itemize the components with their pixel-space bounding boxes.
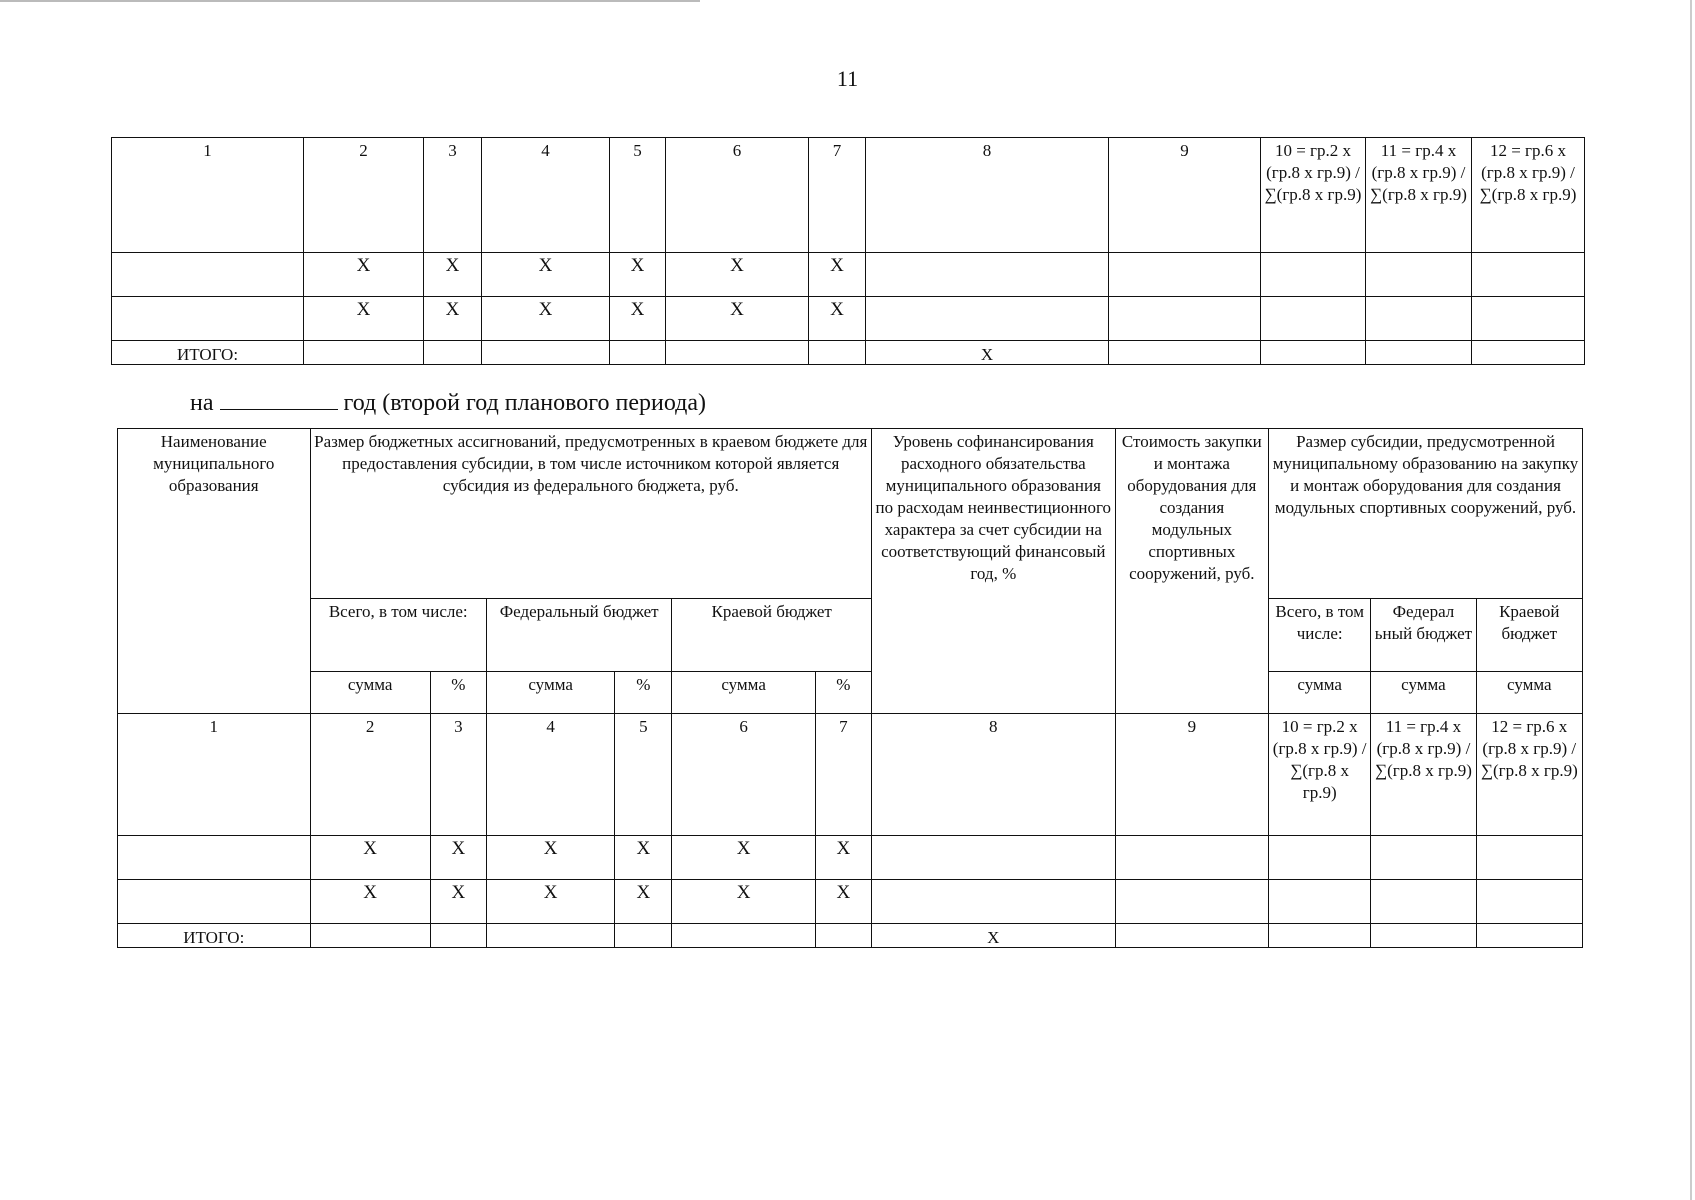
- empty-cell: [1115, 924, 1268, 948]
- empty-cell: [1261, 341, 1366, 365]
- header-percent: %: [615, 672, 672, 714]
- header-percent: %: [815, 672, 871, 714]
- municipality-cell: [112, 253, 304, 297]
- empty-cell: [809, 341, 866, 365]
- empty-cell: [1269, 924, 1371, 948]
- x-mark: Х: [615, 836, 672, 880]
- header-percent: %: [430, 672, 486, 714]
- header-sub-regional: Краевой бюджет: [1476, 599, 1582, 672]
- scan-edge-top: [0, 0, 700, 2]
- empty-cell: [666, 341, 809, 365]
- table-row: [112, 297, 1585, 341]
- header-budget-allocations: Размер бюджетных ассигнований, предусмотренных в краевом бюджете для предоставления субсидии, в том числе источником которой является субсидия из федерального бюджета, руб.: [310, 429, 871, 599]
- column-number: 7: [815, 714, 871, 836]
- empty-cell: [1109, 297, 1261, 341]
- formula-cell: 12 = гр.6 х (гр.8 х гр.9) / ∑(гр.8 х гр.9): [1472, 138, 1585, 253]
- header-row-2: [118, 599, 1583, 672]
- empty-cell: [615, 924, 672, 948]
- x-mark: Х: [871, 924, 1115, 948]
- empty-cell: [424, 341, 482, 365]
- column-number: 6: [672, 714, 815, 836]
- table-row: [112, 253, 1585, 297]
- period-caption: [190, 390, 706, 417]
- x-mark: Х: [809, 253, 866, 297]
- header-sum: сумма: [672, 672, 815, 714]
- column-number: 4: [486, 714, 614, 836]
- x-mark: Х: [615, 880, 672, 924]
- x-mark: Х: [610, 297, 666, 341]
- empty-cell: [304, 341, 424, 365]
- empty-cell: [1115, 836, 1268, 880]
- column-number: 1: [112, 138, 304, 253]
- empty-cell: [1371, 836, 1476, 880]
- empty-cell: [871, 836, 1115, 880]
- header-municipality: Наименование муниципального образования: [118, 429, 311, 714]
- x-mark: Х: [304, 253, 424, 297]
- header-row-3: [118, 672, 1583, 714]
- upper-table: [111, 137, 1585, 365]
- column-number: 3: [430, 714, 486, 836]
- x-mark: Х: [610, 253, 666, 297]
- header-sum: сумма: [310, 672, 430, 714]
- x-mark: Х: [666, 253, 809, 297]
- empty-cell: [871, 880, 1115, 924]
- column-number: 2: [304, 138, 424, 253]
- empty-cell: [1366, 253, 1472, 297]
- x-mark: Х: [486, 880, 614, 924]
- empty-cell: [1472, 341, 1585, 365]
- column-number: 3: [424, 138, 482, 253]
- x-mark: Х: [815, 836, 871, 880]
- empty-cell: [1476, 924, 1582, 948]
- header-sub-sum: сумма: [1371, 672, 1476, 714]
- column-number: 1: [118, 714, 311, 836]
- empty-cell: [1269, 880, 1371, 924]
- empty-cell: [1261, 297, 1366, 341]
- header-sum: сумма: [486, 672, 614, 714]
- empty-cell: [1269, 836, 1371, 880]
- formula-cell: 11 = гр.4 х (гр.8 х гр.9) / ∑(гр.8 х гр.9): [1366, 138, 1472, 253]
- x-mark: Х: [430, 836, 486, 880]
- column-number: 2: [310, 714, 430, 836]
- municipality-cell: [118, 880, 311, 924]
- x-mark: Х: [310, 836, 430, 880]
- empty-cell: [430, 924, 486, 948]
- empty-cell: [1472, 297, 1585, 341]
- total-label: ИТОГО:: [118, 924, 311, 948]
- municipality-cell: [118, 836, 311, 880]
- column-number: 5: [610, 138, 666, 253]
- empty-cell: [482, 341, 610, 365]
- x-mark: Х: [815, 880, 871, 924]
- empty-cell: [1115, 880, 1268, 924]
- empty-cell: [1261, 253, 1366, 297]
- x-mark: Х: [482, 253, 610, 297]
- table-row: [118, 880, 1583, 924]
- empty-cell: [1472, 253, 1585, 297]
- header-regional-budget: Краевой бюджет: [672, 599, 872, 672]
- formula-cell: 11 = гр.4 х (гр.8 х гр.9) / ∑(гр.8 х гр.9): [1371, 714, 1476, 836]
- column-number: 9: [1109, 138, 1261, 253]
- empty-cell: [1366, 341, 1472, 365]
- empty-cell: [1476, 880, 1582, 924]
- column-number: 8: [871, 714, 1115, 836]
- x-mark: Х: [486, 836, 614, 880]
- scan-edge-right: [1690, 0, 1692, 1200]
- empty-cell: [610, 341, 666, 365]
- x-mark: Х: [430, 880, 486, 924]
- empty-cell: [486, 924, 614, 948]
- x-mark: Х: [310, 880, 430, 924]
- total-row: [118, 924, 1583, 948]
- header-sub-sum: сумма: [1476, 672, 1582, 714]
- empty-cell: [672, 924, 815, 948]
- empty-cell: [1371, 924, 1476, 948]
- empty-cell: [1109, 253, 1261, 297]
- empty-cell: [1371, 880, 1476, 924]
- header-sub-total-incl: Всего, в том числе:: [1269, 599, 1371, 672]
- header-subsidy-size: Размер субсидии, предусмотренной муниципальному образованию на закупку и монтаж оборудования для создания модульных спортивных сооружений, руб.: [1269, 429, 1583, 599]
- header-cost: Стоимость закупки и монтажа оборудования для создания модульных спортивных сооружений, руб.: [1115, 429, 1268, 714]
- empty-cell: [1366, 297, 1472, 341]
- x-mark: Х: [482, 297, 610, 341]
- column-number: 8: [866, 138, 1109, 253]
- x-mark: Х: [424, 297, 482, 341]
- total-row: [112, 341, 1585, 365]
- x-mark: Х: [666, 297, 809, 341]
- formula-cell: 10 = гр.2 х (гр.8 х гр.9) / ∑(гр.8 х гр.9): [1269, 714, 1371, 836]
- empty-cell: [310, 924, 430, 948]
- total-label: ИТОГО:: [112, 341, 304, 365]
- empty-cell: [866, 253, 1109, 297]
- municipality-cell: [112, 297, 304, 341]
- formula-cell: 12 = гр.6 х (гр.8 х гр.9) / ∑(гр.8 х гр.9): [1476, 714, 1582, 836]
- header-cofinancing-level: Уровень софинансирования расходного обязательства муниципального образования по расходам неинвестиционного характера за счет субсидии на соответствующий финансовый год, %: [871, 429, 1115, 714]
- header-federal-budget: Федеральный бюджет: [486, 599, 671, 672]
- column-number: 5: [615, 714, 672, 836]
- header-sub-sum: сумма: [1269, 672, 1371, 714]
- caption-suffix: год (второй год планового периода): [343, 390, 707, 416]
- table-row: [118, 836, 1583, 880]
- column-number: 6: [666, 138, 809, 253]
- lower-table: [117, 428, 1583, 948]
- column-number: 4: [482, 138, 610, 253]
- column-number-row: [118, 714, 1583, 836]
- column-number-row: [112, 138, 1585, 253]
- caption-prefix: на: [190, 390, 214, 416]
- header-sub-federal: Федерал ьный бюджет: [1371, 599, 1476, 672]
- empty-cell: [866, 297, 1109, 341]
- column-number: 9: [1115, 714, 1268, 836]
- x-mark: Х: [809, 297, 866, 341]
- empty-cell: [1109, 341, 1261, 365]
- x-mark: Х: [424, 253, 482, 297]
- x-mark: Х: [672, 836, 815, 880]
- x-mark: Х: [866, 341, 1109, 365]
- x-mark: Х: [672, 880, 815, 924]
- header-row-1: [118, 429, 1583, 599]
- column-number: 7: [809, 138, 866, 253]
- formula-cell: 10 = гр.2 х (гр.8 х гр.9) / ∑(гр.8 х гр.9): [1261, 138, 1366, 253]
- year-blank-line[interactable]: [220, 391, 338, 410]
- page-number: 11: [836, 66, 859, 91]
- empty-cell: [815, 924, 871, 948]
- empty-cell: [1476, 836, 1582, 880]
- header-total-incl: Всего, в том числе:: [310, 599, 486, 672]
- x-mark: Х: [304, 297, 424, 341]
